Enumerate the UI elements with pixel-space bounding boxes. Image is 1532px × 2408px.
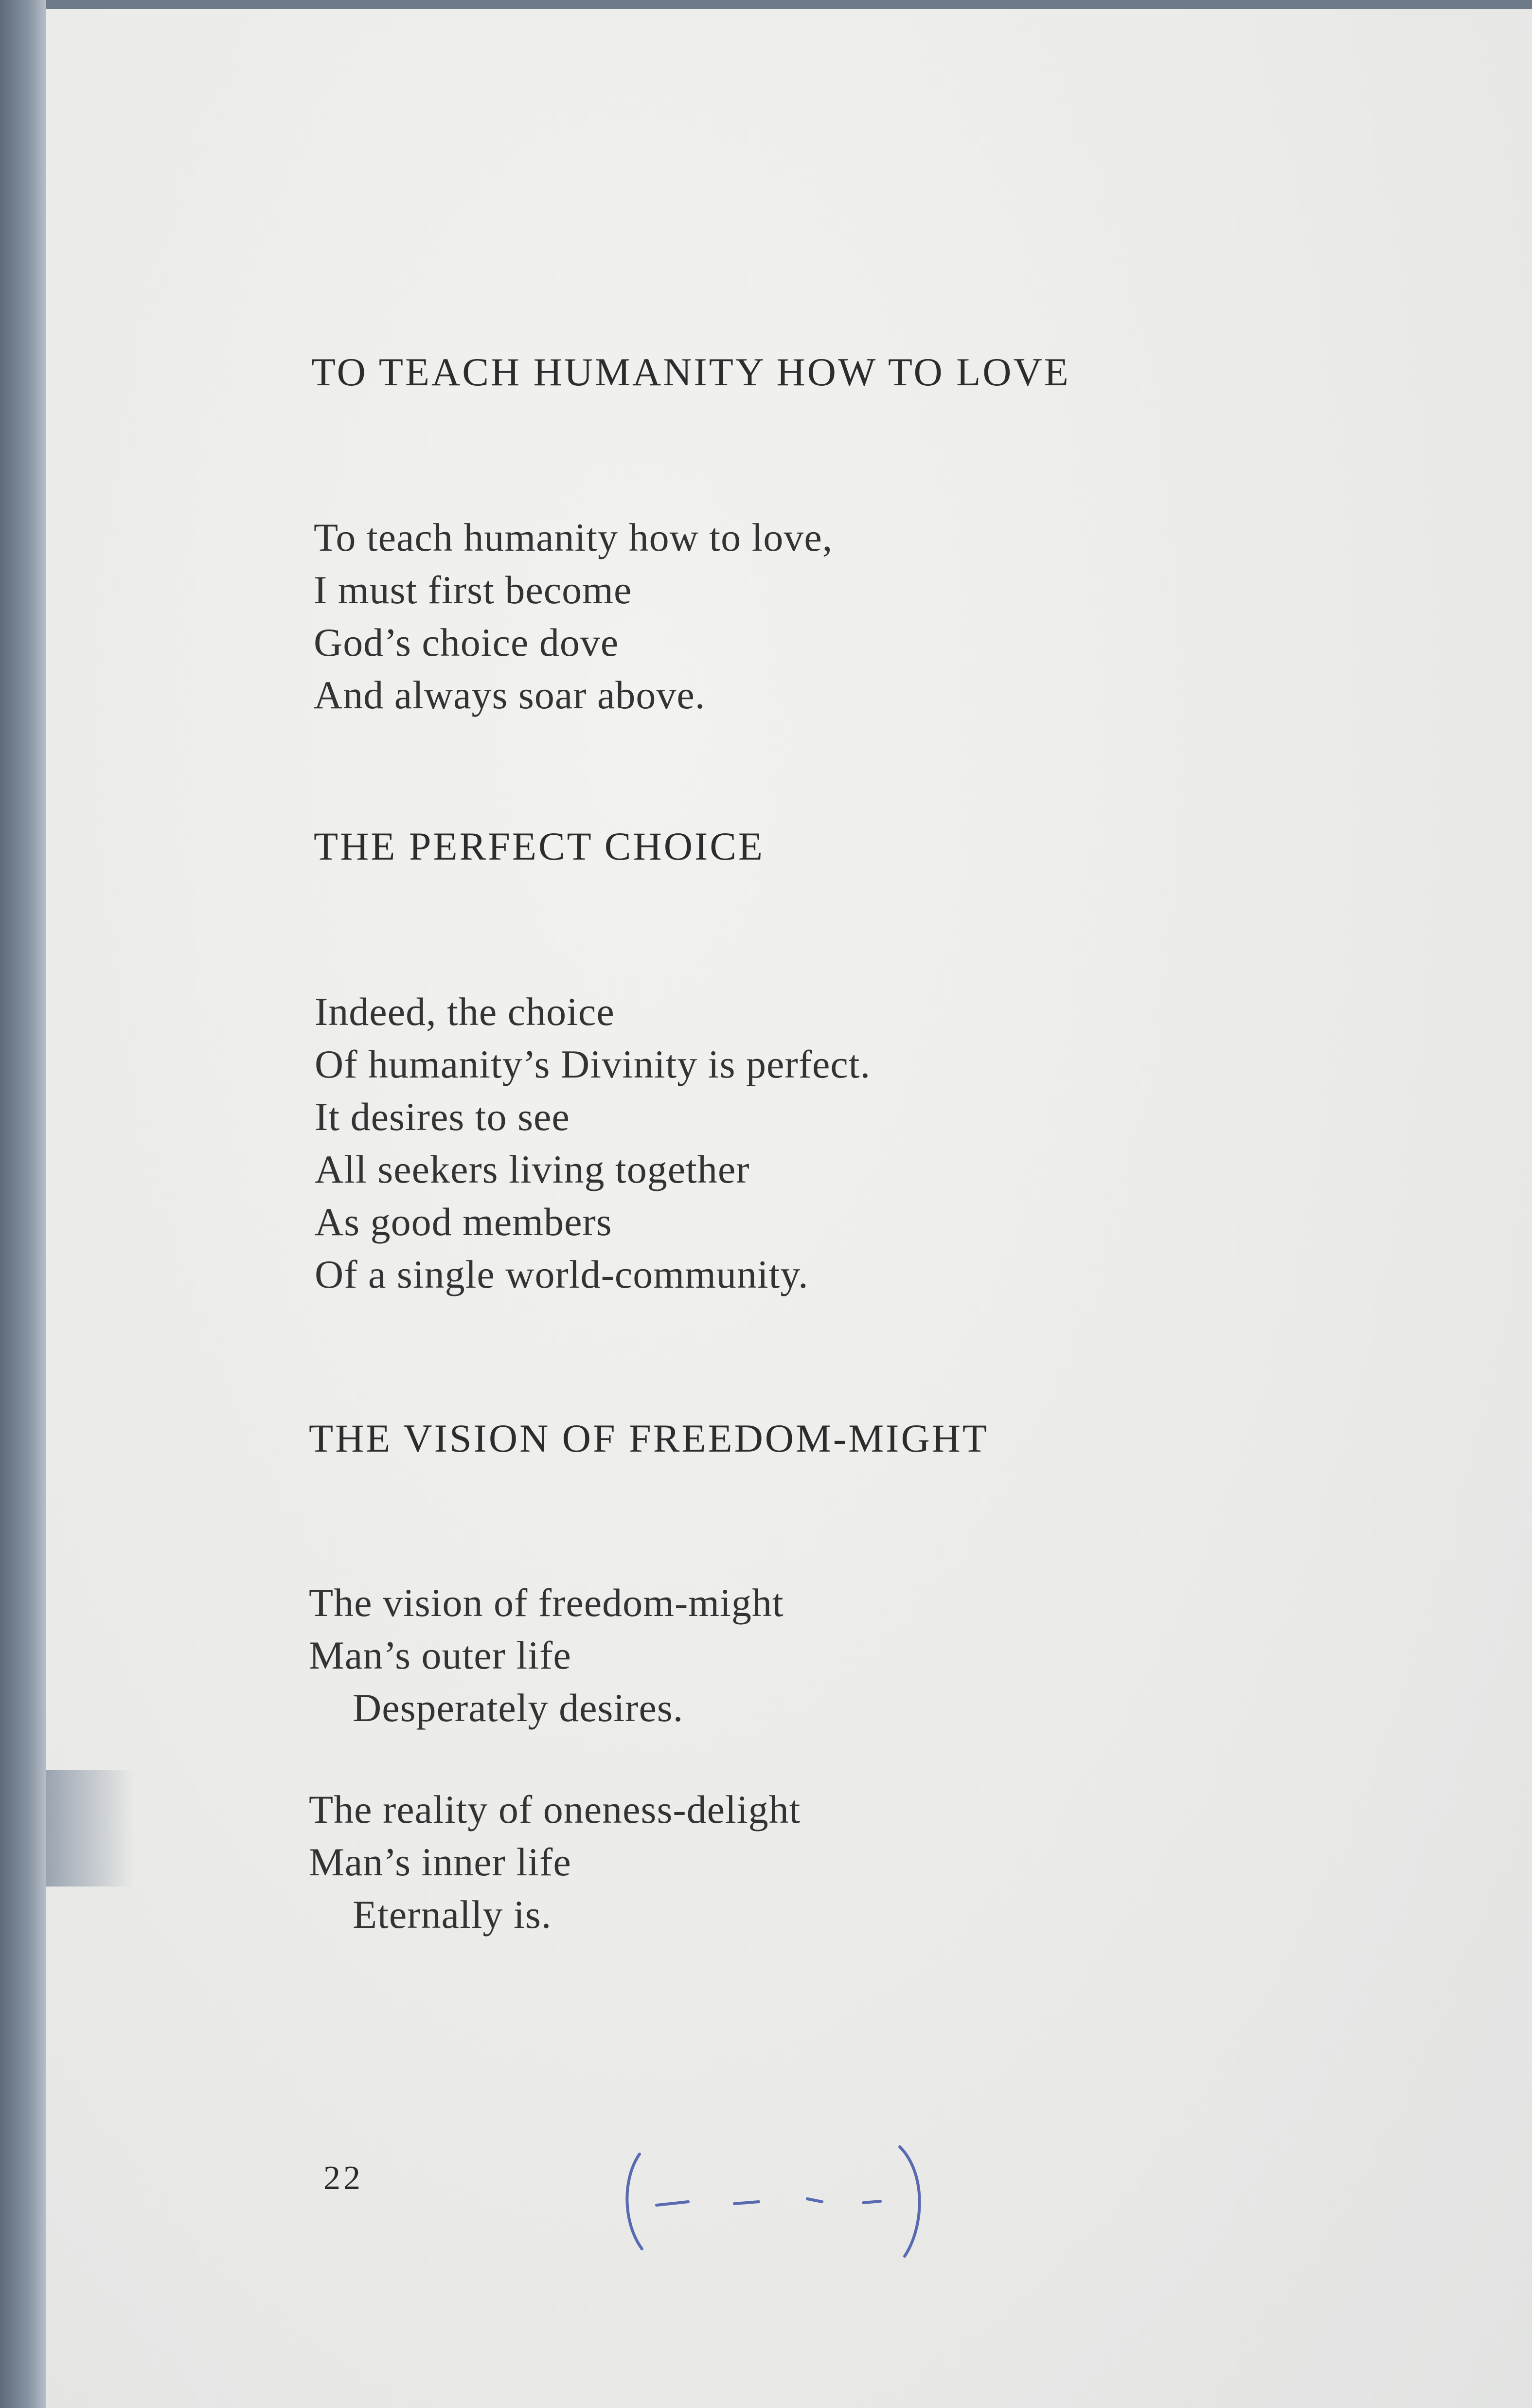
poem-line: Of a single world-community. [315, 1252, 809, 1296]
poem-line: Indeed, the choice [315, 989, 615, 1034]
poem-line: To teach humanity how to love, [314, 515, 833, 559]
page-shadow [46, 1770, 134, 1887]
poem-title: THE VISION OF FREEDOM-MIGHT [309, 1416, 989, 1460]
poem-line: I must first become [314, 568, 632, 612]
poem-line: And always soar above. [314, 673, 706, 717]
poem-title: THE PERFECT CHOICE [314, 824, 765, 868]
poem-line: It desires to see [315, 1095, 570, 1139]
poem-line: Man’s outer life [309, 1633, 571, 1677]
poem-line: Eternally is. [353, 1892, 552, 1937]
handwritten-annotation [620, 2139, 961, 2261]
poem-line: Of humanity’s Divinity is perfect. [315, 1042, 871, 1086]
book-page [46, 9, 1532, 2408]
poem-line: God’s choice dove [314, 620, 619, 665]
poem-line: The reality of oneness-delight [309, 1787, 801, 1832]
poem-line: Man’s inner life [309, 1840, 571, 1884]
scan-edge-left [0, 0, 46, 2408]
poem-line: All seekers living together [315, 1147, 750, 1191]
poem-line: The vision of freedom-might [309, 1581, 784, 1625]
poem-line: Desperately desires. [353, 1686, 684, 1730]
poem-title: TO TEACH HUMANITY HOW TO LOVE [311, 350, 1070, 394]
poem-line: As good members [315, 1200, 612, 1244]
page-number: 22 [323, 2159, 363, 2197]
